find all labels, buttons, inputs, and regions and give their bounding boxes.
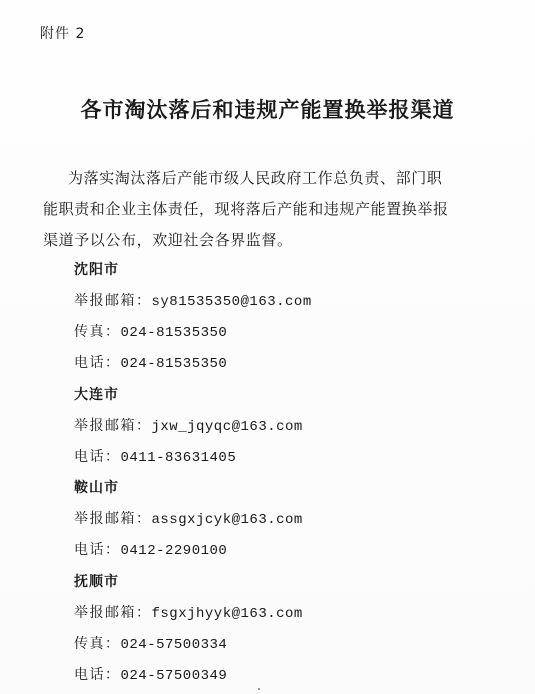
email-value: assgxjcyk@163.com (151, 512, 303, 528)
fax-value: 024-57500334 (120, 637, 228, 653)
scan-speck (258, 688, 260, 690)
city-phone-row (74, 539, 227, 559)
phone-label: 电话： (74, 542, 121, 558)
phone-value: 0411-83631405 (120, 450, 237, 466)
fax-label: 传真： (74, 636, 121, 652)
city-phone-row (74, 446, 236, 466)
email-value: fsgxjhyyk@163.com (151, 606, 303, 622)
city-phone-row (74, 664, 227, 684)
city-name-fushun: 抚顺市 (74, 574, 119, 590)
fax-label: 传真： (74, 324, 121, 340)
city-name-shenyang: 沈阳市 (74, 262, 119, 278)
phone-label: 电话： (74, 449, 121, 465)
attachment-label: 附件 2 (40, 26, 86, 42)
intro-line: 能职责和企业主体责任，现将落后产能和违规产能置换举报 (43, 200, 449, 218)
city-name-dalian: 大连市 (74, 387, 119, 403)
email-value: jxw_jqyqc@163.com (151, 419, 303, 435)
intro-line: 渠道予以公布，欢迎社会各界监督。 (43, 231, 293, 249)
city-email-row (74, 602, 303, 622)
phone-label: 电话： (74, 667, 121, 683)
fax-value: 024-81535350 (120, 325, 228, 341)
city-fax-row (74, 321, 227, 341)
city-phone-row (74, 352, 227, 372)
intro-line: 为落实淘汰落后产能市级人民政府工作总负责、部门职 (68, 169, 443, 187)
city-email-row (74, 290, 312, 310)
email-value: sy81535350@163.com (151, 294, 312, 310)
document-title: 各市淘汰落后和违规产能置换举报渠道 (80, 97, 455, 122)
email-label: 举报邮箱： (74, 511, 152, 527)
city-email-row (74, 508, 303, 528)
email-label: 举报邮箱： (74, 418, 152, 434)
phone-label: 电话： (74, 355, 121, 371)
phone-value: 0412-2290100 (120, 543, 228, 559)
city-fax-row (74, 633, 227, 653)
intro-paragraph (43, 163, 468, 256)
phone-value: 024-81535350 (120, 356, 228, 372)
email-label: 举报邮箱： (74, 605, 152, 621)
phone-value: 024-57500349 (120, 668, 228, 684)
email-label: 举报邮箱： (74, 293, 152, 309)
city-name-anshan: 鞍山市 (74, 480, 119, 496)
city-email-row (74, 415, 303, 435)
